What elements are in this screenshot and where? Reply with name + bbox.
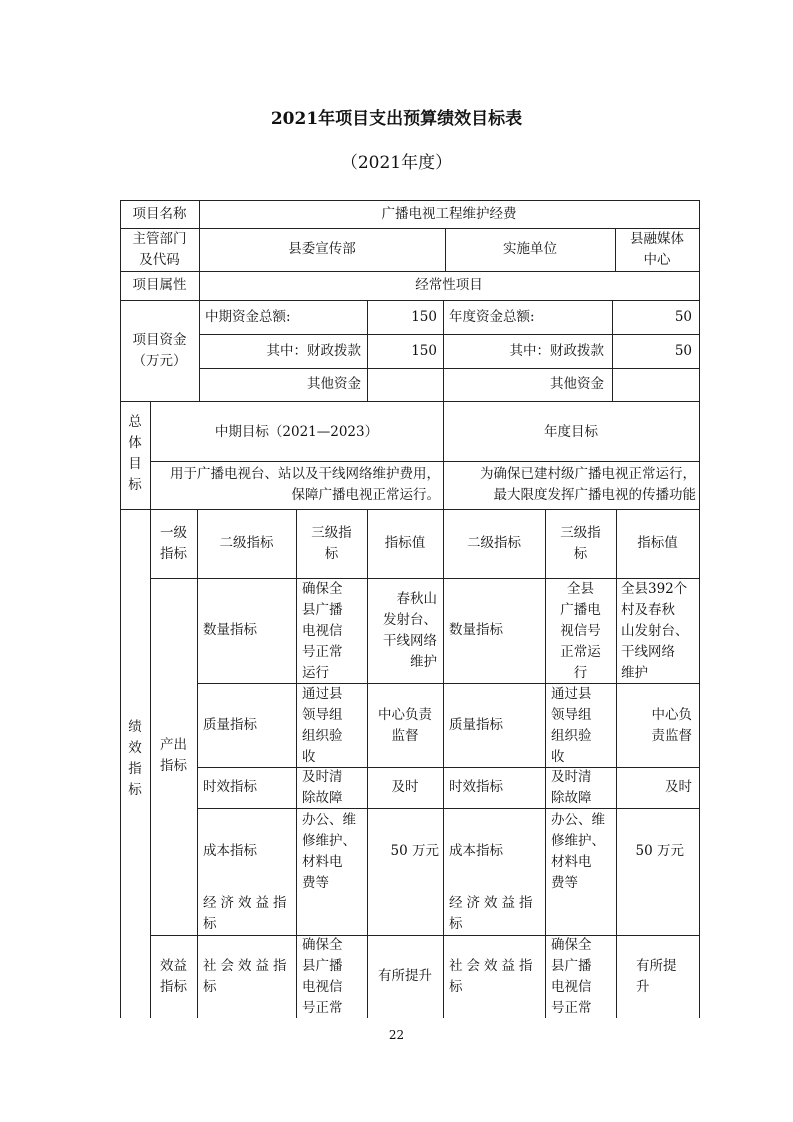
project-attr-value: 经常性项目 — [415, 277, 483, 293]
timeliness-l3-mid: 及时清 除故障 — [302, 769, 343, 806]
year-total-label: 年度资金总额: — [449, 309, 535, 325]
project-name-label: 项目名称 — [132, 206, 187, 222]
row-divider — [199, 334, 699, 335]
social-benefit-l3-year: 确保全 县广播 电视信 号正常 — [551, 937, 592, 1016]
social-benefit-l2-year: 社会效益指 标 — [449, 958, 537, 995]
col-divider — [296, 509, 297, 1018]
header-value-year: 指标值 — [637, 535, 678, 551]
project-attr-label: 项目属性 — [132, 277, 187, 293]
quantity-value-mid: 春秋山 发射台、 干线网络 维护 — [383, 591, 437, 670]
quantity-l3-mid: 确保全 县广播 电视信 号正常 运行 — [302, 581, 343, 681]
perf-indicator-label: 绩 效 指 标 — [128, 719, 142, 798]
cost-value-year: 50 万元 — [635, 843, 684, 859]
dept-label: 主管部门 及代码 — [132, 231, 187, 268]
year-other-label: 其他资金 — [550, 376, 604, 392]
quality-l3-year: 通过县 领导组 组织验 收 — [551, 686, 592, 765]
quality-value-mid: 中心负责 监督 — [378, 707, 432, 744]
row-divider — [197, 808, 699, 809]
timeliness-l3-year: 及时清 除故障 — [551, 769, 592, 806]
row-divider — [197, 767, 699, 768]
header-level3-mid: 三级指 标 — [311, 525, 352, 562]
timeliness-value-year: 及时 — [665, 779, 692, 795]
benefit-indicator-label: 效益 指标 — [160, 958, 187, 995]
header-value-mid: 指标值 — [384, 535, 426, 551]
social-benefit-value-mid: 有所提升 — [378, 968, 432, 984]
quantity-value-year: 全县392个 村及春秋 山发射台、 干线网络 维护 — [621, 581, 689, 681]
document-subtitle: （2021年度） — [340, 153, 453, 173]
impl-unit-label: 实施单位 — [503, 241, 557, 257]
project-name-value: 广播电视工程维护经费 — [381, 206, 517, 222]
col-divider — [443, 300, 444, 1018]
social-benefit-value-year: 有所提 升 — [636, 958, 677, 995]
table-border-top — [120, 200, 699, 201]
economic-benefit-l2-mid: 经济效益指 标 — [203, 895, 291, 932]
cost-l2-mid: 成本指标 — [203, 843, 257, 859]
quantity-l2-year: 数量指标 — [449, 622, 503, 638]
year-goal-text: 为确保已建村级广播电视正常运行， 最大限度发挥广播电视的传播功能 — [480, 466, 696, 503]
cost-l3-year: 办公、维 修维护、 材料电 费等 — [551, 812, 605, 891]
year-goal-header: 年度目标 — [544, 424, 598, 440]
mid-fiscal-value: 150 — [411, 343, 437, 359]
social-benefit-l3-mid: 确保全 县广播 电视信 号正常 — [302, 937, 343, 1016]
mid-total-label: 中期资金总额: — [205, 309, 291, 325]
col-divider — [197, 509, 198, 1018]
quality-l2-year: 质量指标 — [449, 717, 503, 733]
row-divider — [150, 461, 699, 462]
timeliness-value-mid: 及时 — [391, 779, 419, 795]
quality-l3-mid: 通过县 领导组 组织验 收 — [302, 686, 343, 765]
year-total-value: 50 — [674, 309, 692, 325]
quantity-l3-year: 全县 广播电 视信号 正常运 行 — [560, 581, 601, 681]
mid-total-value: 150 — [411, 309, 437, 325]
impl-unit-value: 县融媒体 中心 — [630, 231, 684, 268]
quality-l2-mid: 质量指标 — [203, 717, 257, 733]
row-divider — [199, 368, 699, 369]
row-divider — [120, 271, 699, 272]
header-level1: 一级 指标 — [160, 525, 187, 562]
quality-value-year: 中心负 责监督 — [651, 707, 692, 744]
output-indicator-label: 产出 指标 — [160, 737, 187, 774]
overall-goal-label: 总 体 目 标 — [128, 414, 142, 493]
timeliness-l2-mid: 时效指标 — [203, 779, 257, 795]
document-title: 2021年项目支出预算绩效目标表 — [270, 109, 523, 129]
row-divider — [120, 228, 699, 229]
table-border-right — [699, 200, 700, 1018]
col-divider — [199, 200, 200, 401]
header-level2-year: 二级指标 — [467, 535, 521, 551]
timeliness-l2-year: 时效指标 — [449, 779, 503, 795]
header-level2-mid: 二级指标 — [219, 535, 274, 551]
cost-l3-mid: 办公、维 修维护、 材料电 费等 — [302, 812, 356, 891]
header-level3-year: 三级指 标 — [560, 525, 601, 562]
economic-benefit-l2-year: 经济效益指 标 — [449, 895, 537, 932]
social-benefit-l2-mid: 社会效益指 标 — [203, 958, 291, 995]
col-divider — [367, 509, 368, 1018]
quantity-l2-mid: 数量指标 — [203, 622, 257, 638]
year-fiscal-label: 其中：财政拨款 — [509, 343, 604, 359]
mid-other-label: 其他资金 — [307, 376, 361, 392]
mid-goal-header: 中期目标（2021—2023） — [214, 424, 379, 440]
mid-fiscal-label: 其中：财政拨款 — [266, 343, 361, 359]
row-divider — [120, 401, 699, 402]
col-divider — [616, 509, 617, 1018]
table-border-left — [120, 200, 121, 1018]
page-number: 22 — [388, 1028, 405, 1042]
mid-goal-text: 用于广播电视台、站以及干线网络维护费用， 保障广播电视正常运行。 — [170, 466, 440, 503]
dept-value: 县委宣传部 — [288, 241, 356, 257]
row-divider — [120, 509, 699, 510]
fund-label: 项目资金 （万元） — [132, 332, 187, 369]
cost-value-mid: 50 万元 — [390, 843, 439, 859]
year-fiscal-value: 50 — [674, 343, 692, 359]
cost-l2-year: 成本指标 — [449, 843, 503, 859]
